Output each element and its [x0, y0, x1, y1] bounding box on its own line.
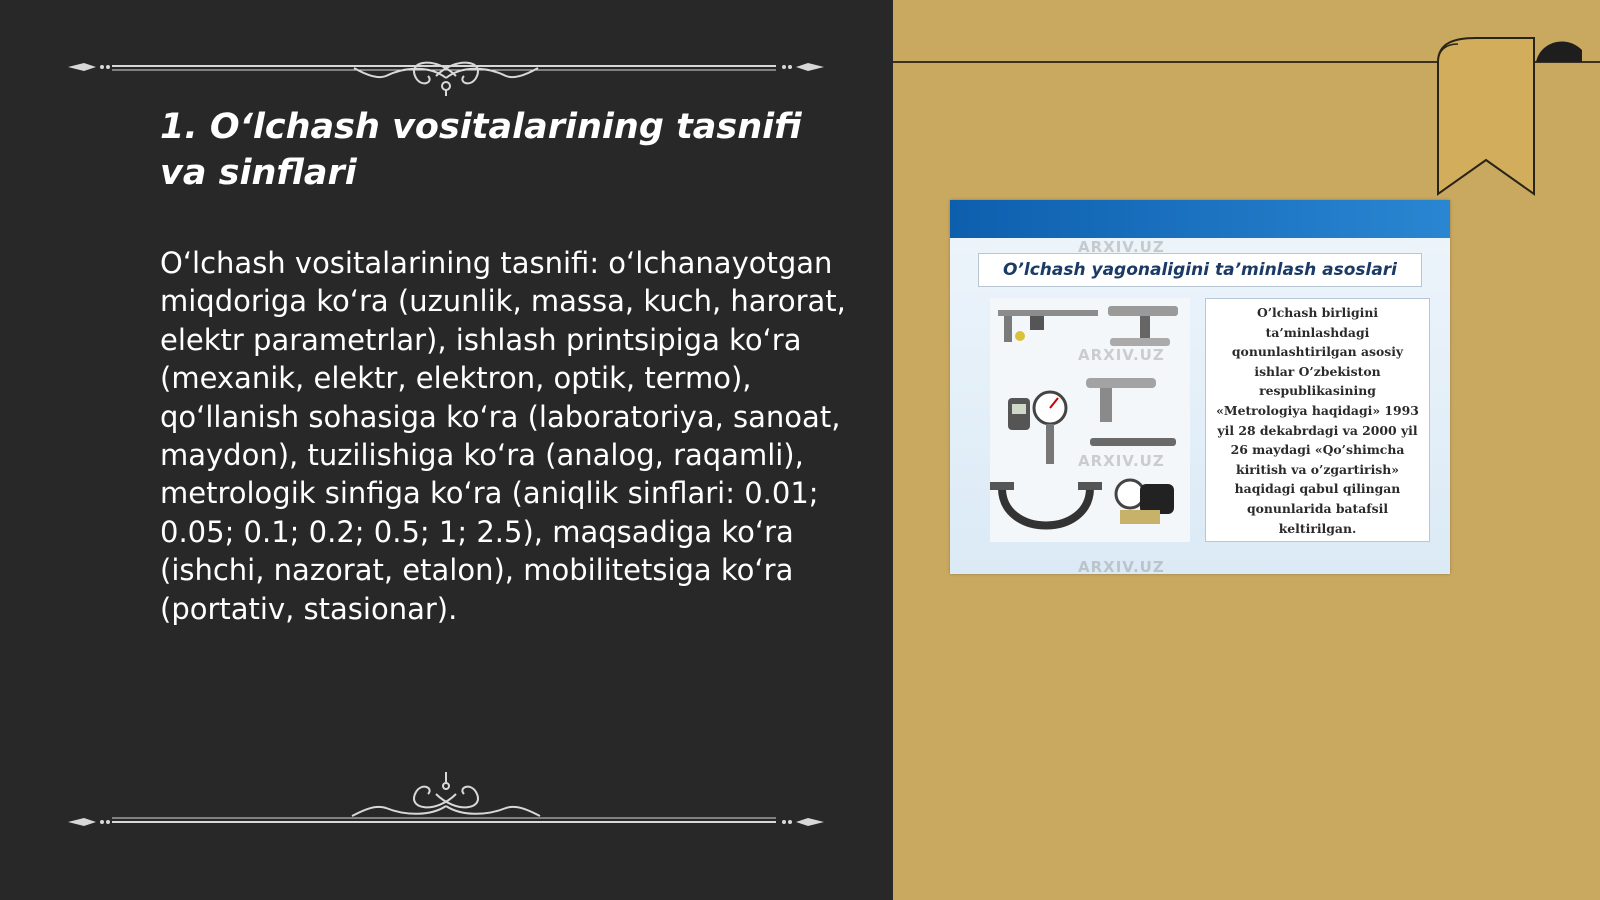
image-watermark: ARXIV.UZ — [1078, 558, 1165, 574]
embedded-slide-image — [950, 200, 1450, 574]
bookmark-ribbon-icon — [1436, 36, 1536, 196]
page-curl-icon — [1536, 36, 1600, 76]
image-title: O’lchash yagonaligini ta’minlash asoslari — [978, 253, 1422, 287]
slide-body-text: O‘lchash vositalarining tasnifi: o‘lchanayotgan miqdoriga ko‘ra (uzunlik, massa, kuch, harorat, elektr parametrlar), ishlash printsipiga ko‘ra (mexanik, elektr, elektron, optik, termo), qo‘llanish sohasiga ko‘ra (laboratoriya, sanoat, maydon), tuzilishiga ko‘ra (analog, raqamli), metrologik sinfiga ko‘ra (aniqlik sinflari: 0.01; 0.05; 0.1; 0.2; 0.5; 1; 2.5), maqsadiga ko‘ra (ishchi, nazorat, etalon), mobilitetsiga ko‘ra (portativ, stasionar). — [160, 246, 846, 626]
image-watermark: ARXIV.UZ — [1078, 238, 1165, 256]
slide-title: 1. O‘lchash vositalarining tasnifi va sinflari — [160, 107, 802, 193]
measuring-tools-icon — [990, 298, 1190, 542]
bottom-ornament-divider-icon — [66, 772, 826, 832]
top-ornament-divider-icon — [66, 36, 826, 96]
image-body-text: O’lchash birligini ta’minlashdagi qonunlashtirilgan asosiy ishlar O’zbekiston respublikasining «Metrologiya haqidagi» 1993 yil 28 dekabrdagi va 2000 yil 26 maydagi «Qo’shimcha kiritish va o’zgartirish» haqidagi qabul qilingan qonunlarida batafsil keltirilgan. — [1205, 298, 1430, 542]
image-watermark: ARXIV.UZ — [1078, 346, 1165, 364]
image-header-bar — [950, 200, 1450, 238]
image-watermark: ARXIV.UZ — [1078, 452, 1165, 470]
